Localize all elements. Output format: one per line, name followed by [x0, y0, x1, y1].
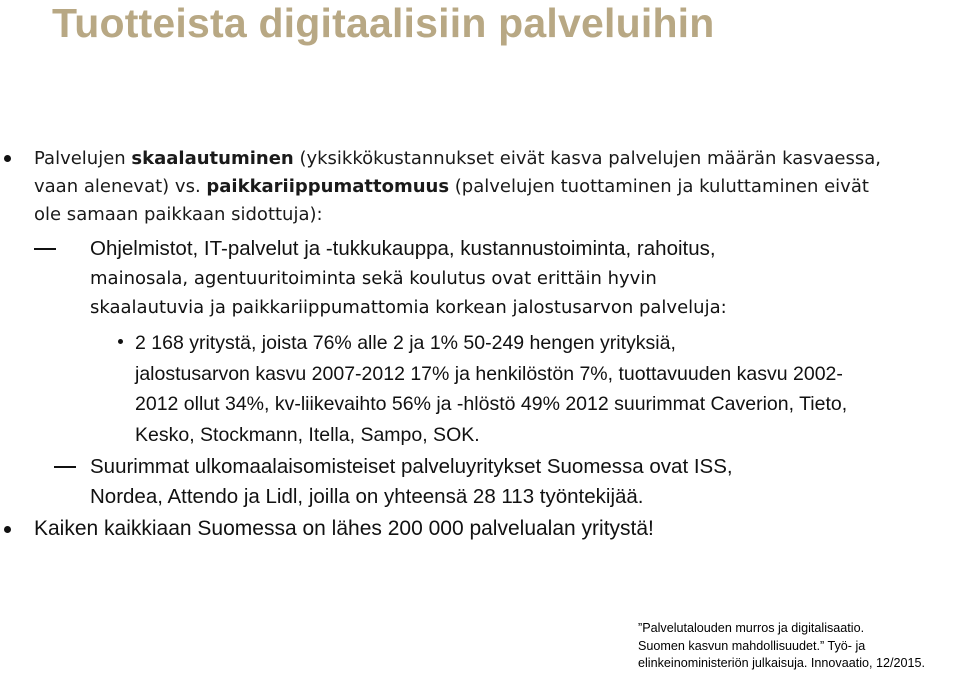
bullet-line: ole samaan paikkaan sidottuja): [34, 204, 323, 225]
text-line: Nordea, Attendo ja Lidl, joilla on yhteensä 28 113 työntekijää. [90, 484, 644, 508]
bold-term: skaalautuminen [131, 148, 294, 169]
text-line: 2 168 yritystä, joista 76% alle 2 ja 1% 50-249 hengen yrityksiä, [135, 332, 676, 354]
sub-bullet-services [90, 234, 727, 323]
sub-sub-bullet-stats [135, 328, 847, 450]
text: vaan alenevat) vs. [34, 176, 207, 197]
bullet-line [34, 145, 881, 173]
text: (palvelujen tuottaminen ja kuluttaminen eivät [449, 176, 869, 197]
text-line: jalostusarvon kasvu 2007-2012 17% ja henkilöstön 7%, tuottavuuden kasvu 2002- [135, 362, 843, 385]
text-line: Kaiken kaikkiaan Suomessa on lähes 200 000 palvelualan yritystä! [34, 517, 654, 540]
sub-bullet-foreign-owned [90, 452, 733, 511]
bullet-total [34, 514, 654, 544]
reference-line: Suomen kasvun mahdollisuudet.” Työ- ja [638, 638, 866, 653]
bullet-dot [118, 339, 123, 344]
bullet-dot [4, 526, 11, 533]
reference-line: elinkeinoministeriön julkaisuja. Innovaatio, 12/2015. [638, 656, 926, 670]
text-line: Kesko, Stockmann, Itella, Sampo, SOK. [135, 423, 480, 446]
text: (yksikkökustannukset eivät kasva palvelujen määrän kasvaessa, [293, 148, 881, 169]
text-line: mainosala, agentuuritoiminta sekä koulutus ovat erittäin hyvin [90, 267, 657, 289]
text-line: Suurimmat ulkomaalaisomisteiset palveluyritykset Suomessa ovat ISS, [90, 455, 733, 478]
sub-bullet-dash [54, 466, 76, 468]
source-reference [638, 620, 925, 673]
bullet-dot [4, 155, 11, 162]
text-line: 2012 ollut 34%, kv-liikevaihto 56% ja -hlöstö 49% 2012 suurimmat Caverion, Tieto, [135, 393, 848, 415]
text: Palvelujen [34, 148, 132, 169]
bullet-scalability [34, 145, 881, 229]
reference-line: ”Palvelutalouden murros ja digitalisaatio. [638, 621, 865, 635]
text-line: skaalautuvia ja paikkariippumattomia korkean jalostusarvon palveluja: [90, 297, 727, 318]
sub-bullet-dash [34, 248, 56, 250]
bold-term: paikkariippumattomuus [206, 176, 450, 197]
text-line: Ohjelmistot, IT-palvelut ja -tukkukauppa, kustannustoiminta, rahoitus, [90, 237, 716, 260]
slide-title: Tuotteista digitaalisiin palveluihin [52, 0, 715, 46]
bullet-line [34, 173, 881, 201]
